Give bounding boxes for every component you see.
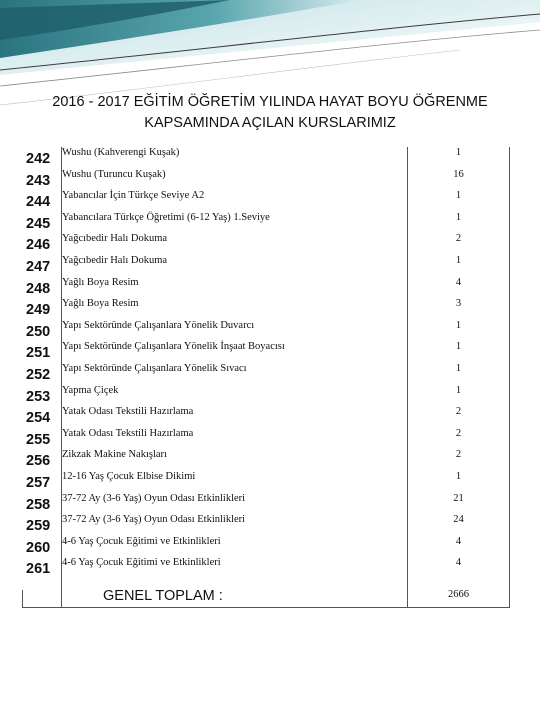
course-name: Yapı Sektöründe Çalışanlara Yönelik İnşaat Boyacısı [62,341,285,353]
table-row [22,169,510,191]
course-name: 37-72 Ay (3-6 Yaş) Oyun Odası Etkinlikleri [62,514,246,526]
course-count: 16 [453,168,464,180]
table-row [22,557,510,579]
table-divider-right [509,147,510,608]
course-count: 1 [455,341,462,353]
course-count: 2 [455,427,462,439]
course-name: Wushu (Kahverengi Kuşak) [62,147,180,158]
course-count: 1 [455,384,462,396]
table-row [22,385,510,407]
course-number: 255 [26,431,51,448]
course-number: 251 [26,345,51,362]
table-row [22,428,510,450]
grand-total-label: GENEL TOPLAM : [103,588,223,604]
course-count: 1 [455,147,462,158]
course-name: 37-72 Ay (3-6 Yaş) Oyun Odası Etkinlikleri [62,492,246,504]
title-line-2: KAPSAMINDA AÇILAN KURSLARIMIZ [144,115,396,131]
course-number: 256 [26,453,51,470]
table-row [22,406,510,428]
course-name: Yabancılara Türkçe Öğretimi (6-12 Yaş) 1.Seviye [62,211,270,223]
course-number: 259 [26,518,51,535]
table-outer-left [22,590,23,608]
table-row [22,190,510,212]
course-count: 2 [455,233,462,245]
course-count: 4 [455,535,462,547]
table-row [22,363,510,385]
course-number: 243 [26,172,51,189]
table-row [22,536,510,558]
course-count: 24 [453,514,464,526]
course-number: 257 [26,475,51,491]
table-row [22,298,510,320]
course-count: 1 [455,319,462,331]
course-name: Zikzak Makine Nakışları [62,449,167,461]
table-row [22,449,510,471]
course-name: Yapı Sektöründe Çalışanlara Yönelik Sıvacı [62,363,247,374]
course-name: 4-6 Yaş Çocuk Eğitimi ve Etkinlikleri [62,535,221,547]
course-number: 260 [26,539,51,556]
table-row [22,471,510,493]
course-count: 3 [455,298,462,310]
course-number: 246 [26,237,51,254]
table-row [22,514,510,536]
table-row [22,493,510,515]
course-name: Yatak Odası Tekstili Hazırlama [62,427,194,439]
course-name: Yağlı Boya Resim [62,276,139,288]
course-name: Yağcıbedir Halı Dokuma [62,255,168,266]
course-name: Yapı Sektöründe Çalışanlara Yönelik Duvarcı [62,319,255,331]
course-count: 4 [455,557,462,569]
course-number: 258 [26,496,51,513]
page-title [0,92,540,134]
course-count: 4 [455,276,462,288]
courses-table [22,147,510,607]
course-number: 242 [26,151,51,167]
course-count: 1 [455,211,462,223]
course-name: 4-6 Yaş Çocuk Eğitimi ve Etkinlikleri [62,557,221,569]
course-count: 2 [455,449,462,461]
title-line-1: 2016 - 2017 EĞİTİM ÖĞRETİM YILINDA HAYAT BOYU ÖĞRENME [52,94,488,110]
course-name: 12-16 Yaş Çocuk Elbise Dikimi [62,471,196,482]
table-row [22,233,510,255]
course-name: Yağlı Boya Resim [62,298,139,310]
table-row [22,277,510,299]
course-count: 1 [455,471,462,482]
course-count: 1 [455,255,462,266]
course-name: Yabancılar İçin Türkçe Seviye A2 [62,190,205,202]
grand-total-value: 2666 [448,589,469,600]
table-divider-middle [407,147,408,608]
course-number: 253 [26,388,51,405]
course-number: 249 [26,302,51,319]
table-divider-left [61,147,62,608]
course-name: Wushu (Turuncu Kuşak) [62,168,166,180]
course-number: 248 [26,280,51,297]
table-row [22,212,510,234]
course-number: 247 [26,259,51,275]
course-name: Yatak Odası Tekstili Hazırlama [62,406,194,418]
course-number: 250 [26,323,51,340]
course-count: 1 [455,363,462,374]
table-row [22,255,510,277]
table-row [22,320,510,342]
course-count: 1 [455,190,462,202]
course-number: 261 [26,561,51,578]
course-number: 252 [26,367,51,383]
course-number: 254 [26,410,51,427]
course-count: 21 [453,492,464,504]
table-bottom-border [22,607,510,608]
table-row [22,341,510,363]
course-name: Yapma Çiçek [62,384,119,396]
course-number: 245 [26,215,51,232]
table-row [22,147,510,169]
course-name: Yağcıbedir Halı Dokuma [62,233,168,245]
course-number: 244 [26,194,51,211]
course-count: 2 [455,406,462,418]
